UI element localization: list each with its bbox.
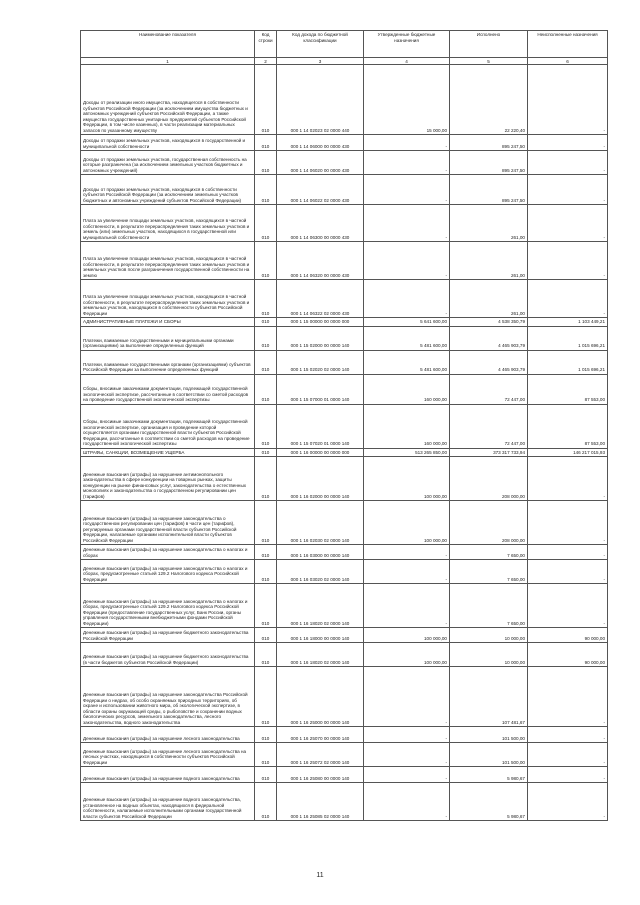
table-row — [81, 448, 608, 457]
row-approved: - — [364, 280, 450, 318]
row-executed: 72 447,00 — [450, 404, 528, 448]
row-kbk: 000 1 16 02030 02 0000 140 — [277, 501, 364, 545]
row-executed: 373 317 733,94 — [450, 448, 528, 457]
row-code: 010 — [255, 205, 277, 242]
header-row — [81, 31, 608, 58]
row-name: Денежные взыскания (штрафы) за нарушение бюджетного законодательства (в части бюджетов субъектов Российской Федерации) — [81, 643, 255, 667]
row-approved: 100 000,00 — [364, 501, 450, 545]
row-kbk: 000 1 14 02023 02 0000 440 — [277, 65, 364, 135]
table-row — [81, 783, 608, 821]
row-executed: 261,00 — [450, 205, 528, 242]
row-approved: - — [364, 783, 450, 821]
row-name: Доходы от продажи земельных участков, находящихся в собственности субъектов Российской Федерации (за исключением земельных участков бюджетных и автономных учреждений субъектов Российской Федерации) — [81, 175, 255, 205]
row-approved: - — [364, 743, 450, 767]
row-code: 010 — [255, 667, 277, 727]
row-code: 010 — [255, 326, 277, 350]
row-unexecuted: 1 015 696,21 — [528, 350, 608, 374]
table-row — [81, 667, 608, 727]
row-unexecuted: - — [528, 457, 608, 501]
row-name: Денежные взыскания (штрафы) за нарушение законодательства Российской Федерации о недрах, об особо охраняемых природных территориях, об охране и использовании животного мира, об экологической экспертизе, в области охраны окружающей среды, о рыболовстве и сохранении водных биологических ресурсов, земельного законодательства, лесного законодательства, водного законодательства — [81, 667, 255, 727]
row-code: 010 — [255, 560, 277, 584]
table-row — [81, 457, 608, 501]
row-kbk: 000 1 15 07020 01 0000 140 — [277, 404, 364, 448]
row-approved: 5 481 600,00 — [364, 326, 450, 350]
row-approved: 513 265 850,00 — [364, 448, 450, 457]
row-kbk: 000 1 14 06022 02 0000 430 — [277, 175, 364, 205]
row-code: 010 — [255, 783, 277, 821]
row-executed: 72 447,00 — [450, 374, 528, 404]
row-unexecuted: 87 553,00 — [528, 374, 608, 404]
table-row — [81, 767, 608, 783]
row-name: Доходы от продажи земельных участков, государственная собственность на которые разграничена (за исключением земельных участков бюджетных и автономных учреждений) — [81, 151, 255, 175]
row-kbk: 000 1 14 06320 00 0000 430 — [277, 242, 364, 280]
row-unexecuted: - — [528, 767, 608, 783]
row-executed: 895 247,50 — [450, 175, 528, 205]
row-code: 010 — [255, 584, 277, 628]
row-code: 010 — [255, 404, 277, 448]
row-executed: 208 000,00 — [450, 501, 528, 545]
row-kbk: 000 1 16 18020 02 0000 140 — [277, 584, 364, 628]
row-executed: 4 465 903,79 — [450, 350, 528, 374]
row-kbk: 000 1 16 18000 00 0000 140 — [277, 628, 364, 643]
table-row — [81, 374, 608, 404]
column-number: 2 — [255, 58, 277, 65]
header-kbk: Код дохода по бюджетной классификации — [277, 31, 364, 58]
row-approved: 15 000,00 — [364, 65, 450, 135]
row-unexecuted: 90 000,00 — [528, 628, 608, 643]
row-approved: - — [364, 135, 450, 151]
row-approved: - — [364, 205, 450, 242]
row-approved: - — [364, 175, 450, 205]
row-kbk: 000 1 16 25085 02 0000 140 — [277, 783, 364, 821]
row-unexecuted: - — [528, 584, 608, 628]
row-unexecuted: - — [528, 501, 608, 545]
row-executed: 101 500,00 — [450, 727, 528, 743]
row-code: 010 — [255, 151, 277, 175]
row-approved: - — [364, 584, 450, 628]
table-row — [81, 743, 608, 767]
row-executed: 895 247,50 — [450, 151, 528, 175]
row-executed: 208 000,00 — [450, 457, 528, 501]
column-number: 3 — [277, 58, 364, 65]
row-name: Денежные взыскания (штрафы) за нарушение законодательства о налогах и сборах, предусмотренные статьей 129.2 Налогового кодекса Российской Федерации — [81, 560, 255, 584]
header-approved: Утвержденные бюджетные назначения — [364, 31, 450, 58]
row-name: Плата за увеличение площади земельных участков, находящихся в частной собственности, в результате перераспределения таких земельных участков и земельных участков, находящихся в собственности субъектов Российской Федерации — [81, 280, 255, 318]
row-name: Платежи, взимаемые государственными органами (организациями) субъектов Российской Федерации за выполнение определенных функций — [81, 350, 255, 374]
row-unexecuted: 1 103 449,21 — [528, 318, 608, 327]
row-name: ШТРАФЫ, САНКЦИИ, ВОЗМЕЩЕНИЕ УЩЕРБА — [81, 448, 255, 457]
row-name: Денежные взыскания (штрафы) за нарушение законодательства о государственном регулировании цен (тарифов) в части цен (тарифов), регулируемых органами государственной власти субъектов Российской Федерации, налагаемые органами исполнительной власти субъектов Российской Федерации — [81, 501, 255, 545]
table-row — [81, 151, 608, 175]
column-number-row — [81, 58, 608, 65]
row-kbk: 000 1 14 06322 02 0000 430 — [277, 280, 364, 318]
table-row — [81, 727, 608, 743]
row-name: Денежные взыскания (штрафы) за нарушение водного законодательства — [81, 767, 255, 783]
table-row — [81, 404, 608, 448]
row-approved: 5 641 600,00 — [364, 318, 450, 327]
row-code: 010 — [255, 65, 277, 135]
table-row — [81, 318, 608, 327]
row-executed: 4 465 903,79 — [450, 326, 528, 350]
row-approved: - — [364, 560, 450, 584]
row-kbk: 000 1 16 25000 00 0000 140 — [277, 667, 364, 727]
table-row — [81, 175, 608, 205]
table-row — [81, 242, 608, 280]
row-code: 010 — [255, 767, 277, 783]
row-executed: 10 000,00 — [450, 643, 528, 667]
header-unexecuted: Неисполненные назначения — [528, 31, 608, 58]
row-executed: 7 650,00 — [450, 545, 528, 560]
row-executed: 7 650,00 — [450, 584, 528, 628]
table-row — [81, 326, 608, 350]
header-code: Код строки — [255, 31, 277, 58]
row-unexecuted: - — [528, 560, 608, 584]
row-unexecuted: - — [528, 783, 608, 821]
row-code: 010 — [255, 318, 277, 327]
row-code: 010 — [255, 501, 277, 545]
row-approved: - — [364, 242, 450, 280]
row-code: 010 — [255, 545, 277, 560]
row-name: АДМИНИСТРАТИВНЫЕ ПЛАТЕЖИ И СБОРЫ — [81, 318, 255, 327]
row-kbk: 000 1 15 02000 00 0000 140 — [277, 326, 364, 350]
row-executed: 5 980,67 — [450, 783, 528, 821]
row-kbk: 000 1 14 06000 00 0000 430 — [277, 135, 364, 151]
row-kbk: 000 1 16 25072 02 0000 140 — [277, 743, 364, 767]
row-approved: - — [364, 727, 450, 743]
report-table — [80, 30, 608, 821]
row-kbk: 000 1 16 02000 00 0000 140 — [277, 457, 364, 501]
row-code: 010 — [255, 374, 277, 404]
row-approved: - — [364, 151, 450, 175]
table-row — [81, 560, 608, 584]
row-code: 010 — [255, 448, 277, 457]
column-number: 6 — [528, 58, 608, 65]
row-approved: 5 481 600,00 — [364, 350, 450, 374]
row-unexecuted: - — [528, 743, 608, 767]
row-kbk: 000 1 16 18020 02 0000 140 — [277, 643, 364, 667]
row-code: 010 — [255, 727, 277, 743]
row-approved: 100 000,00 — [364, 628, 450, 643]
table-row — [81, 65, 608, 135]
row-approved: 160 000,00 — [364, 404, 450, 448]
row-name: Сборы, вносимые заказчиками документации, подлежащей государственной экологической экспертизе, организация и проведение которой осуществляется органами государственной власти субъектов Российской Федерации, рассчитанные в соответствии со сметой расходов на проведение государственной экологической экспертизы — [81, 404, 255, 448]
row-unexecuted: 90 000,00 — [528, 643, 608, 667]
table-row — [81, 643, 608, 667]
row-code: 010 — [255, 350, 277, 374]
table-row — [81, 135, 608, 151]
row-unexecuted: - — [528, 205, 608, 242]
row-executed: 107 481,67 — [450, 667, 528, 727]
row-unexecuted: - — [528, 545, 608, 560]
row-name: Денежные взыскания (штрафы) за нарушение законодательства о налогах и сборах, предусмотренные статьей 129.2 Налогового кодекса Российской Федерации (предоставление государственных услуг, Банк России, органы управления государственными внебюджетными фондами Российской Федерации) — [81, 584, 255, 628]
row-unexecuted: - — [528, 65, 608, 135]
row-unexecuted: - — [528, 280, 608, 318]
row-name: Денежные взыскания (штрафы) за нарушение законодательства о налогах и сборах — [81, 545, 255, 560]
row-kbk: 000 1 16 00000 00 0000 000 — [277, 448, 364, 457]
column-number: 5 — [450, 58, 528, 65]
header-name: Наименование показателя — [81, 31, 255, 58]
row-kbk: 000 1 15 02020 02 0000 140 — [277, 350, 364, 374]
row-code: 010 — [255, 280, 277, 318]
row-kbk: 000 1 14 06020 00 0000 430 — [277, 151, 364, 175]
row-name: Плата за увеличение площади земельных участков, находящихся в частной собственности, в результате перераспределения таких земельных участков и земель (или) земельных участков, находящихся в государственной или муниципальной собственности — [81, 205, 255, 242]
row-kbk: 000 1 16 03000 00 0000 140 — [277, 545, 364, 560]
row-name: Денежные взыскания (штрафы) за нарушение бюджетного законодательства Российской Федерации — [81, 628, 255, 643]
row-name: Сборы, вносимые заказчиками документации, подлежащей государственной экологической экспертизе, рассчитанные в соответствии со сметой расходов на проведение государственной экологической экспертизы — [81, 374, 255, 404]
row-unexecuted: - — [528, 151, 608, 175]
row-unexecuted: - — [528, 175, 608, 205]
row-approved: - — [364, 545, 450, 560]
row-kbk: 000 1 15 07000 01 0000 140 — [277, 374, 364, 404]
row-code: 010 — [255, 643, 277, 667]
row-name: Доходы от реализации иного имущества, находящегося в собственности субъектов Российской Федерации (за исключением имущества бюджетных и автономных учреждений субъектов Российской Федерации, а также имущества государственных унитарных предприятий субъектов Российской Федерации, в том числе казенных), в части реализации материальных запасов по указанному имуществу — [81, 65, 255, 135]
row-executed: 22 220,40 — [450, 65, 528, 135]
row-executed: 261,00 — [450, 280, 528, 318]
row-approved: - — [364, 667, 450, 727]
row-executed: 101 500,00 — [450, 743, 528, 767]
row-kbk: 000 1 16 25070 00 0000 140 — [277, 727, 364, 743]
row-kbk: 000 1 16 25080 00 0000 140 — [277, 767, 364, 783]
row-unexecuted: - — [528, 727, 608, 743]
column-number: 1 — [81, 58, 255, 65]
row-kbk: 000 1 15 00000 00 0000 000 — [277, 318, 364, 327]
row-kbk: 000 1 14 06300 00 0000 430 — [277, 205, 364, 242]
row-code: 010 — [255, 628, 277, 643]
row-approved: 100 000,00 — [364, 457, 450, 501]
table-row — [81, 350, 608, 374]
row-executed: 7 650,00 — [450, 560, 528, 584]
row-name: Денежные взыскания (штрафы) за нарушение лесного законодательства — [81, 727, 255, 743]
row-name: Плата за увеличение площади земельных участков, находящихся в частной собственности, в результате перераспределения таких земельных участков и земельных участков после разграничения государственной собственности на землю — [81, 242, 255, 280]
row-unexecuted: - — [528, 135, 608, 151]
row-code: 010 — [255, 242, 277, 280]
row-executed: 895 247,50 — [450, 135, 528, 151]
row-kbk: 000 1 16 03020 02 0000 140 — [277, 560, 364, 584]
row-code: 010 — [255, 457, 277, 501]
table-row — [81, 280, 608, 318]
row-unexecuted: - — [528, 242, 608, 280]
header-executed: Исполнено — [450, 31, 528, 58]
row-executed: 10 000,00 — [450, 628, 528, 643]
row-name: Денежные взыскания (штрафы) за нарушение лесного законодательства на лесных участках, находящихся в собственности субъектов Российской Федерации — [81, 743, 255, 767]
row-code: 010 — [255, 135, 277, 151]
table-row — [81, 205, 608, 242]
table-row — [81, 545, 608, 560]
row-unexecuted: 87 553,00 — [528, 404, 608, 448]
row-name: Денежные взыскания (штрафы) за нарушение водного законодательства, установленное на водных объектах, находящихся в федеральной собственности, налагаемые исполнительными органами государственной власти субъектов Российской Федерации — [81, 783, 255, 821]
row-code: 010 — [255, 743, 277, 767]
row-name: Денежные взыскания (штрафы) за нарушение антимонопольного законодательства в сфере конкуренции на товарных рынках, защиты конкуренции на рынке финансовых услуг, законодательства о естественных монополиях и законодательства о государственном регулировании цен (тарифов) — [81, 457, 255, 501]
table-row — [81, 628, 608, 643]
page-number: 11 — [316, 872, 324, 879]
row-executed: 261,00 — [450, 242, 528, 280]
row-code: 010 — [255, 175, 277, 205]
table-row — [81, 501, 608, 545]
row-unexecuted: 146 217 015,93 — [528, 448, 608, 457]
row-unexecuted: 1 015 696,21 — [528, 326, 608, 350]
row-name: Платежи, взимаемые государственными и муниципальными органами (организациями) за выполнение определенных функций — [81, 326, 255, 350]
table-body — [81, 65, 608, 821]
row-executed: 5 980,67 — [450, 767, 528, 783]
row-approved: 100 000,00 — [364, 643, 450, 667]
row-unexecuted: - — [528, 667, 608, 727]
row-approved: - — [364, 767, 450, 783]
row-approved: 160 000,00 — [364, 374, 450, 404]
row-executed: 4 538 350,79 — [450, 318, 528, 327]
column-number: 4 — [364, 58, 450, 65]
table-row — [81, 584, 608, 628]
row-name: Доходы от продажи земельных участков, находящихся в государственной и муниципальной собственности — [81, 135, 255, 151]
